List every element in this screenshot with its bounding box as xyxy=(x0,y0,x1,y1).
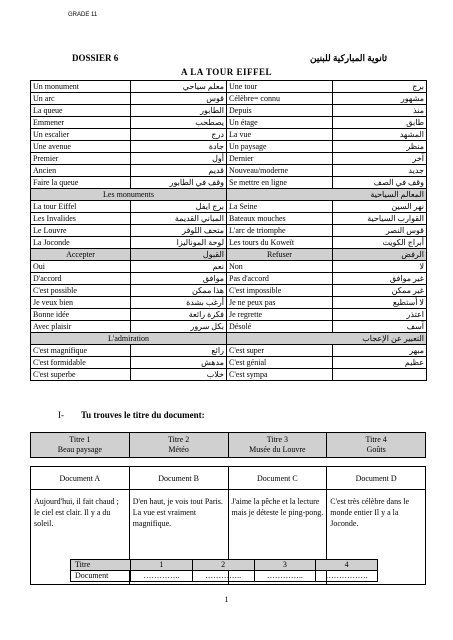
vocabulary-table xyxy=(30,80,427,381)
vocab-arabic: وقف في الطابور xyxy=(131,177,227,189)
vocab-arabic: الرفض xyxy=(333,249,427,261)
title-name: Titre 1 xyxy=(69,435,91,444)
vocab-arabic: غير ممكن xyxy=(333,285,427,297)
vocab-row xyxy=(31,297,427,309)
title-name: Titre 4 xyxy=(365,435,387,444)
vocab-row xyxy=(31,237,427,249)
vocab-arabic: اعتذر xyxy=(333,309,427,321)
vocab-french: Un arc xyxy=(31,93,131,105)
vocab-french: Faire la queue xyxy=(31,177,131,189)
vocab-row xyxy=(31,357,427,369)
vocab-row xyxy=(31,93,427,105)
vocab-section-row xyxy=(31,249,427,261)
vocab-row xyxy=(31,273,427,285)
vocab-french: C'est magnifique xyxy=(31,345,131,357)
vocab-french: Premier xyxy=(31,153,131,165)
answer-number: 2 xyxy=(192,560,254,571)
vocab-row xyxy=(31,225,427,237)
vocab-arabic: منظر xyxy=(333,141,427,153)
vocab-french: Non xyxy=(227,261,333,273)
vocab-arabic: يصطحب xyxy=(131,117,227,129)
document-name: Document C xyxy=(228,467,327,490)
vocab-arabic: معلم سياحي xyxy=(131,81,227,93)
vocab-french: Désolé xyxy=(227,321,333,333)
vocab-row xyxy=(31,369,427,381)
vocab-french: Ancien xyxy=(31,165,131,177)
vocab-arabic: المشهد xyxy=(333,129,427,141)
vocab-french: D'accord xyxy=(31,273,131,285)
vocab-arabic: عظيم xyxy=(333,357,427,369)
vocab-arabic: أرغب بشدة xyxy=(131,297,227,309)
vocab-french: Les Invalides xyxy=(31,213,131,225)
vocab-arabic: آسف xyxy=(333,321,427,333)
vocab-arabic: خلاب xyxy=(131,369,227,381)
vocab-row xyxy=(31,153,427,165)
vocab-row xyxy=(31,261,427,273)
section-title-arabic: التعبير عن الإعجاب xyxy=(227,333,427,345)
vocab-arabic: جديد xyxy=(333,165,427,177)
vocab-french: Les tours du Koweït xyxy=(227,237,333,249)
vocab-arabic: جادة xyxy=(131,141,227,153)
vocab-row xyxy=(31,345,427,357)
vocab-french: Je ne peux pas xyxy=(227,297,333,309)
vocab-french: La Joconde xyxy=(31,237,131,249)
vocab-french: Un étage xyxy=(227,117,333,129)
vocab-french: C'est superbe xyxy=(31,369,131,381)
vocab-french: Oui xyxy=(31,261,131,273)
vocab-french: Bonne idée xyxy=(31,309,131,321)
title-value: Goûts xyxy=(366,445,386,454)
vocab-row xyxy=(31,321,427,333)
document-title: A LA TOUR EIFFEL xyxy=(181,67,272,77)
answer-table xyxy=(70,559,378,582)
document-name: Document A xyxy=(31,467,130,490)
answer-blank[interactable]: ………….. xyxy=(131,571,193,582)
vocab-french: Un paysage xyxy=(227,141,333,153)
grade-label: GRADE 11 xyxy=(68,12,98,18)
vocab-arabic: منذ xyxy=(333,105,427,117)
vocab-row xyxy=(31,117,427,129)
document-text: J'aime la pêche et la lecture mais je déteste le ping-pong. xyxy=(228,490,327,585)
vocab-french: L'arc de triomphe xyxy=(227,225,333,237)
vocab-arabic: الطابور xyxy=(131,105,227,117)
vocab-arabic: آخر xyxy=(333,153,427,165)
vocab-french: Se mettre en ligne xyxy=(227,177,333,189)
vocab-french: La Seine xyxy=(227,201,333,213)
vocab-arabic: فكرة رائعة xyxy=(131,309,227,321)
vocab-arabic xyxy=(333,369,427,381)
vocab-french: Refuser xyxy=(227,249,333,261)
vocab-arabic: نهر السين xyxy=(333,201,427,213)
vocab-row xyxy=(31,213,427,225)
answer-blank[interactable]: ………….. xyxy=(254,571,316,582)
answer-number: 4 xyxy=(316,560,378,571)
vocab-arabic: لوحة الموناليزا xyxy=(131,237,227,249)
answer-number: 1 xyxy=(131,560,193,571)
answer-number: 3 xyxy=(254,560,316,571)
vocab-arabic: برج xyxy=(333,81,427,93)
answer-row-label: Document xyxy=(71,571,131,582)
answer-blank[interactable]: ……………. xyxy=(316,571,378,582)
vocab-arabic: غير موافق xyxy=(333,273,427,285)
vocab-arabic: طابق xyxy=(333,117,427,129)
vocab-arabic: بكل سرور xyxy=(131,321,227,333)
answer-blank[interactable]: ………….. xyxy=(192,571,254,582)
vocab-french: C'est super xyxy=(227,345,333,357)
vocab-arabic: متحف اللوفر xyxy=(131,225,227,237)
vocab-arabic: وقف في الصف xyxy=(333,177,427,189)
vocab-arabic: القبول xyxy=(131,249,227,261)
vocab-french: La tour Eiffel xyxy=(31,201,131,213)
title-value: Météo xyxy=(168,445,189,454)
title-name: Titre 3 xyxy=(266,435,288,444)
document-name: Document D xyxy=(327,467,426,490)
vocab-french: Une avenue xyxy=(31,141,131,153)
vocab-arabic: نعم xyxy=(131,261,227,273)
vocab-arabic: قوس النصر xyxy=(333,225,427,237)
vocab-arabic: قوس xyxy=(131,93,227,105)
vocab-french: C'est impossible xyxy=(227,285,333,297)
document-text: Aujourd'hui, il fait chaud ; le ciel est clair. Il y a du soleil. xyxy=(31,490,130,585)
section-title-arabic: المعالم السياحية xyxy=(227,189,427,201)
vocab-row xyxy=(31,201,427,213)
vocab-arabic: القوارب السياحية xyxy=(333,213,427,225)
vocab-arabic: مدهش xyxy=(131,357,227,369)
vocab-french: Le Louvre xyxy=(31,225,131,237)
title-value: Beau paysage xyxy=(57,445,102,454)
vocab-row xyxy=(31,141,427,153)
vocab-french: La vue xyxy=(227,129,333,141)
vocab-french: Emmener xyxy=(31,117,131,129)
title-cell xyxy=(228,433,327,458)
vocab-arabic: مبهر xyxy=(333,345,427,357)
vocab-arabic: أول xyxy=(131,153,227,165)
vocab-row xyxy=(31,285,427,297)
vocab-arabic: رائع xyxy=(131,345,227,357)
vocab-row xyxy=(31,165,427,177)
vocab-arabic: قديم xyxy=(131,165,227,177)
vocab-french: Un monument xyxy=(31,81,131,93)
vocab-french: Accepter xyxy=(31,249,131,261)
vocab-french: Un escalier xyxy=(31,129,131,141)
page-number: 1 xyxy=(224,595,229,604)
answer-row-label: Titre xyxy=(71,560,131,571)
dossier-label: DOSSIER 6 xyxy=(72,53,119,63)
vocab-french: Je regrette xyxy=(227,309,333,321)
vocab-arabic: موافق xyxy=(131,273,227,285)
vocab-section-row xyxy=(31,333,427,345)
title-cell xyxy=(327,433,426,458)
section-title xyxy=(31,333,227,345)
vocab-french: La queue xyxy=(31,105,131,117)
vocab-arabic: درج xyxy=(131,129,227,141)
vocab-french: Dernier xyxy=(227,153,333,165)
question-number: I- xyxy=(58,410,64,420)
section-title-french: L'admiration xyxy=(108,333,149,343)
vocab-arabic: لا أستطيع xyxy=(333,297,427,309)
vocab-french: Célèbre= connu xyxy=(227,93,333,105)
vocab-arabic: لا xyxy=(333,261,427,273)
vocab-arabic: مشهور xyxy=(333,93,427,105)
vocab-arabic: هذا ممكن xyxy=(131,285,227,297)
vocab-arabic: أبراج الكويت xyxy=(333,237,427,249)
vocab-row xyxy=(31,309,427,321)
section-title xyxy=(31,189,227,201)
vocab-french: C'est sympa xyxy=(227,369,333,381)
vocab-french: C'est possible xyxy=(31,285,131,297)
vocab-row xyxy=(31,105,427,117)
title-value: Musée du Louvre xyxy=(249,445,306,454)
section-title-french: Les monuments xyxy=(103,189,154,199)
school-name: ثانوية المبارکية للبنين xyxy=(310,53,388,63)
vocab-french: Depuis xyxy=(227,105,333,117)
vocab-row xyxy=(31,81,427,93)
title-cell xyxy=(129,433,228,458)
vocab-french: Pas d'accord xyxy=(227,273,333,285)
document-text: D'en haut, je vois tout Paris. La vue est vraiment magnifique. xyxy=(129,490,228,585)
vocab-row xyxy=(31,129,427,141)
vocab-french: C'est génial xyxy=(227,357,333,369)
vocab-french: Je veux bien xyxy=(31,297,131,309)
titles-table xyxy=(30,432,426,458)
vocab-french: Nouveau/moderne xyxy=(227,165,333,177)
vocab-french: Bateaux mouches xyxy=(227,213,333,225)
document-text: C'est très célèbre dans le monde entier Il y a la Joconde. xyxy=(327,490,426,585)
title-cell xyxy=(31,433,130,458)
vocab-french: C'est formidable xyxy=(31,357,131,369)
vocab-french: Avec plaisir xyxy=(31,321,131,333)
vocab-arabic: برج ايفل xyxy=(131,201,227,213)
document-name: Document B xyxy=(129,467,228,490)
title-name: Titre 2 xyxy=(167,435,190,444)
vocab-arabic: المباني القديمة xyxy=(131,213,227,225)
vocab-section-row xyxy=(31,189,427,201)
vocab-row xyxy=(31,177,427,189)
vocab-french: Une tour xyxy=(227,81,333,93)
question-text: Tu trouves le titre du document: xyxy=(81,410,205,420)
